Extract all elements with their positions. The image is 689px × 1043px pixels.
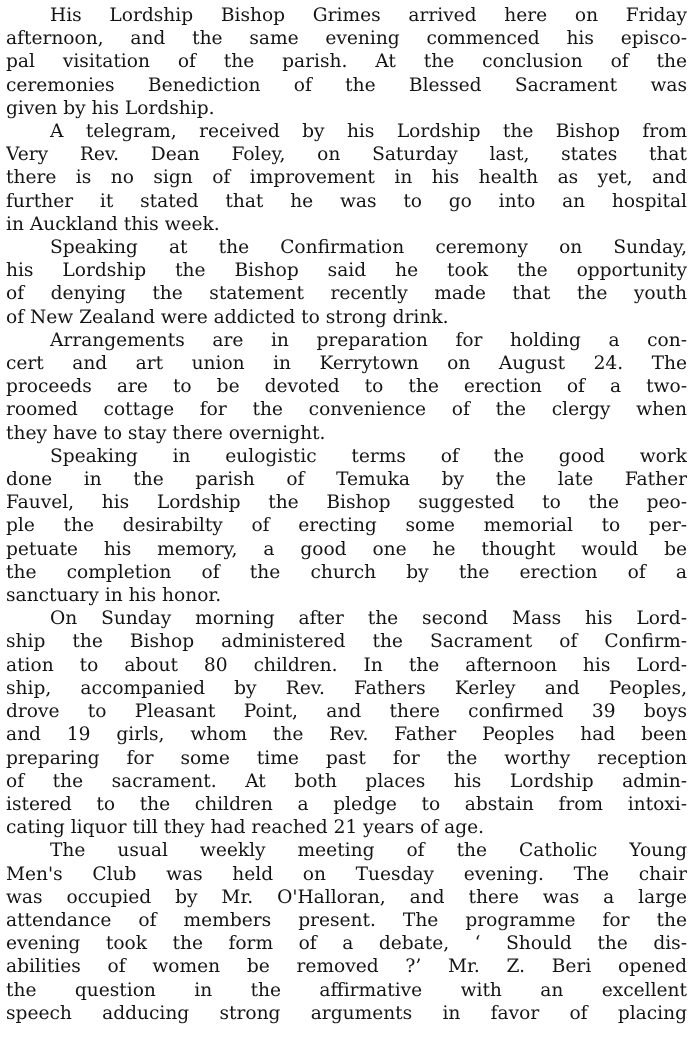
text-line: Speaking at the Confirmation ceremony on Sunday, xyxy=(50,237,687,259)
text-line: ceremonies Benediction of the Blessed Sacrament was xyxy=(6,74,687,96)
text-line: proceeds are to be devoted to the erection of a two- xyxy=(6,376,687,398)
text-line: drove to Pleasant Point, and there confirmed 39 boys xyxy=(6,701,687,723)
text-line: roomed cottage for the convenience of the clergy when xyxy=(6,399,687,421)
paragraph xyxy=(6,329,687,445)
text-line: cating liquor till they had reached 21 years of age. xyxy=(6,817,485,839)
text-line: attendance of members present. The programme for the xyxy=(6,909,687,931)
text-line: Arrangements are in preparation for holding a con- xyxy=(50,329,687,351)
text-line: evening took the form of a debate, ‘ Should the dis- xyxy=(6,933,687,955)
text-line: His Lordship Bishop Grimes arrived here on Friday xyxy=(50,5,687,26)
text-line: ship the Bishop administered the Sacrament of Confirm- xyxy=(6,631,687,653)
text-line: sanctuary in his honor. xyxy=(6,585,222,607)
text-line: the question in the affirmative with an excellent xyxy=(6,979,687,1001)
text-line: petuate his memory, a good one he thought would be xyxy=(6,538,687,560)
text-line: ation to about 80 children. In the afternoon his Lord- xyxy=(6,654,687,676)
text-line: Very Rev. Dean Foley, on Saturday last, states that xyxy=(6,144,687,166)
text-line: istered to the children a pledge to abstain from intoxi- xyxy=(6,793,687,815)
paragraph xyxy=(6,445,687,607)
paragraph xyxy=(6,839,687,1025)
text-line: ship, accompanied by Rev. Fathers Kerley and Peoples, xyxy=(6,677,687,699)
text-line: Fauvel, his Lordship the Bishop suggested to the peo- xyxy=(6,492,687,514)
text-line: speech adducing strong arguments in favor of placing xyxy=(6,1002,687,1024)
article-body xyxy=(6,4,687,1025)
text-line: of denying the statement recently made that the youth xyxy=(6,283,687,305)
text-line: of New Zealand were addicted to strong drink. xyxy=(6,306,449,328)
text-line: in Auckland this week. xyxy=(6,213,220,235)
paragraph xyxy=(6,236,687,329)
text-line: given by his Lordship. xyxy=(6,97,215,119)
text-line: the completion of the church by the erection of a xyxy=(6,561,687,583)
text-line: preparing for some time past for the worthy reception xyxy=(6,747,687,769)
paragraph xyxy=(6,4,687,120)
text-line: there is no sign of improvement in his health as yet, and xyxy=(6,167,687,189)
text-line: cert and art union in Kerrytown on August 24. The xyxy=(6,353,687,375)
text-line: further it stated that he was to go into an hospital xyxy=(6,190,687,212)
text-line: abilities of women be removed ?’ Mr. Z. Beri opened xyxy=(6,956,687,978)
text-line: and 19 girls, whom the Rev. Father Peoples had been xyxy=(6,724,687,746)
text-line: pal visitation of the parish. At the conclusion of the xyxy=(6,51,687,73)
text-line: they have to stay there overnight. xyxy=(6,422,326,444)
text-line: The usual weekly meeting of the Catholic Young xyxy=(50,840,687,862)
text-line: of the sacrament. At both places his Lordship admin- xyxy=(6,770,687,792)
text-line: was occupied by Mr. O'Halloran, and there was a large xyxy=(6,886,687,908)
text-line: On Sunday morning after the second Mass his Lord- xyxy=(50,608,687,630)
text-line: done in the parish of Temuka by the late Father xyxy=(6,469,687,491)
paragraph xyxy=(6,120,687,236)
text-line: his Lordship the Bishop said he took the opportunity xyxy=(6,260,687,282)
text-line: ple the desirabilty of erecting some memorial to per- xyxy=(6,515,687,537)
paragraph xyxy=(6,607,687,839)
text-line: afternoon, and the same evening commenced his episco- xyxy=(6,28,687,50)
text-line: A telegram, received by his Lordship the Bishop from xyxy=(50,121,687,143)
text-line: Speaking in eulogistic terms of the good work xyxy=(50,445,687,467)
text-line: Men's Club was held on Tuesday evening. The chair xyxy=(6,863,687,885)
